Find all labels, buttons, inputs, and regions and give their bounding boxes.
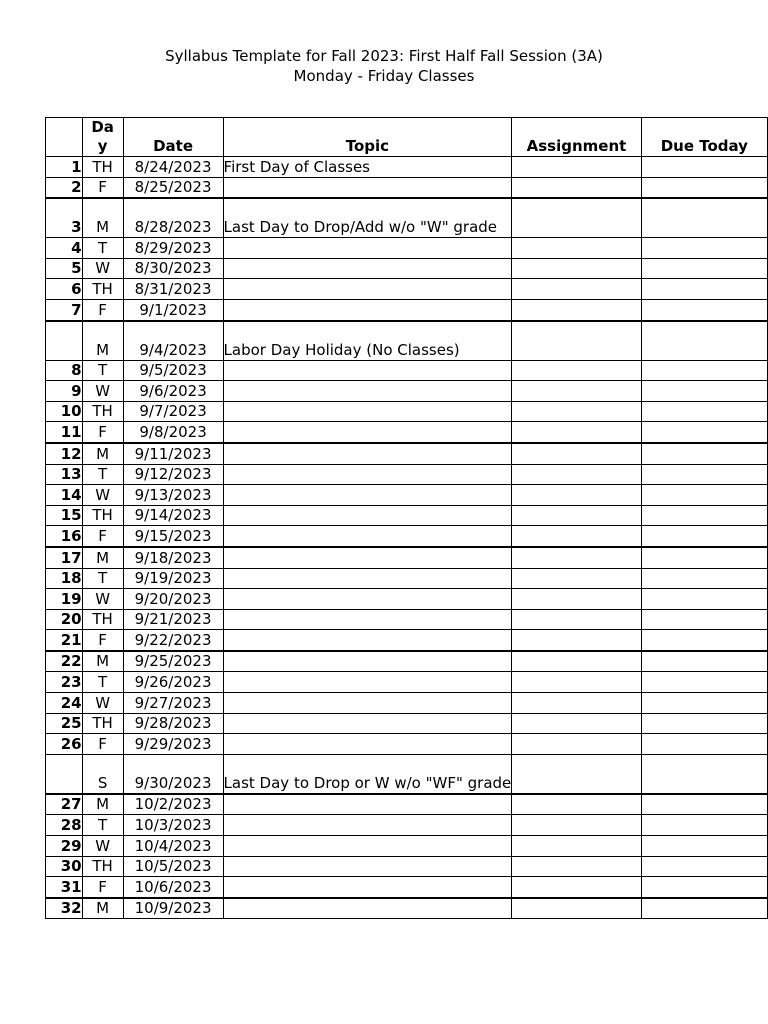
row-assignment bbox=[512, 568, 641, 589]
row-day: W bbox=[82, 836, 123, 857]
row-assignment bbox=[512, 713, 641, 734]
table-row bbox=[46, 381, 768, 402]
row-number: 23 bbox=[46, 672, 83, 693]
row-date: 9/27/2023 bbox=[123, 693, 223, 714]
row-topic bbox=[223, 422, 512, 443]
row-number: 15 bbox=[46, 505, 83, 526]
row-day: M bbox=[82, 321, 123, 361]
row-assignment bbox=[512, 321, 641, 361]
row-number: 27 bbox=[46, 794, 83, 815]
row-day: T bbox=[82, 815, 123, 836]
row-due-today bbox=[641, 198, 767, 238]
row-date: 10/6/2023 bbox=[123, 877, 223, 898]
row-number: 3 bbox=[46, 198, 83, 238]
row-date: 9/25/2023 bbox=[123, 651, 223, 672]
row-topic bbox=[223, 589, 512, 610]
row-topic bbox=[223, 279, 512, 300]
row-assignment bbox=[512, 526, 641, 547]
row-assignment bbox=[512, 898, 641, 919]
row-day: W bbox=[82, 693, 123, 714]
row-day: TH bbox=[82, 279, 123, 300]
row-assignment bbox=[512, 443, 641, 464]
row-assignment bbox=[512, 422, 641, 443]
row-number: 31 bbox=[46, 877, 83, 898]
row-topic: Labor Day Holiday (No Classes) bbox=[223, 321, 512, 361]
table-row bbox=[46, 422, 768, 443]
row-assignment bbox=[512, 609, 641, 630]
row-topic: First Day of Classes bbox=[223, 157, 512, 178]
row-assignment bbox=[512, 279, 641, 300]
row-number: 18 bbox=[46, 568, 83, 589]
row-day: TH bbox=[82, 713, 123, 734]
row-number: 29 bbox=[46, 836, 83, 857]
row-number: 20 bbox=[46, 609, 83, 630]
row-day: F bbox=[82, 734, 123, 755]
row-due-today bbox=[641, 443, 767, 464]
table-row bbox=[46, 547, 768, 568]
row-assignment bbox=[512, 299, 641, 320]
row-topic: Last Day to Drop/Add w/o "W" grade bbox=[223, 198, 512, 238]
row-number: 17 bbox=[46, 547, 83, 568]
row-day: T bbox=[82, 672, 123, 693]
row-topic bbox=[223, 258, 512, 279]
row-number: 32 bbox=[46, 898, 83, 919]
table-row bbox=[46, 464, 768, 485]
table-row bbox=[46, 734, 768, 755]
row-due-today bbox=[641, 464, 767, 485]
table-row bbox=[46, 589, 768, 610]
row-number: 30 bbox=[46, 856, 83, 877]
row-topic bbox=[223, 609, 512, 630]
row-number: 12 bbox=[46, 443, 83, 464]
row-day: F bbox=[82, 299, 123, 320]
row-due-today bbox=[641, 794, 767, 815]
row-date: 9/4/2023 bbox=[123, 321, 223, 361]
row-topic bbox=[223, 381, 512, 402]
row-due-today bbox=[641, 299, 767, 320]
row-date: 9/29/2023 bbox=[123, 734, 223, 755]
row-number: 11 bbox=[46, 422, 83, 443]
header-assignment: Assignment bbox=[512, 118, 641, 157]
row-due-today bbox=[641, 856, 767, 877]
row-due-today bbox=[641, 568, 767, 589]
row-topic bbox=[223, 693, 512, 714]
row-number bbox=[46, 754, 83, 794]
row-due-today bbox=[641, 630, 767, 651]
row-date: 9/1/2023 bbox=[123, 299, 223, 320]
row-due-today bbox=[641, 279, 767, 300]
row-assignment bbox=[512, 505, 641, 526]
row-due-today bbox=[641, 321, 767, 361]
row-date: 10/2/2023 bbox=[123, 794, 223, 815]
row-due-today bbox=[641, 157, 767, 178]
row-assignment bbox=[512, 157, 641, 178]
row-topic bbox=[223, 443, 512, 464]
row-topic bbox=[223, 734, 512, 755]
row-date: 9/5/2023 bbox=[123, 360, 223, 381]
row-day: S bbox=[82, 754, 123, 794]
row-due-today bbox=[641, 360, 767, 381]
document-title: Syllabus Template for Fall 2023: First Half Fall Session (3A) bbox=[165, 47, 603, 65]
header-date: Date bbox=[123, 118, 223, 157]
row-due-today bbox=[641, 877, 767, 898]
row-assignment bbox=[512, 693, 641, 714]
row-topic bbox=[223, 815, 512, 836]
row-date: 9/19/2023 bbox=[123, 568, 223, 589]
row-assignment bbox=[512, 589, 641, 610]
row-topic bbox=[223, 672, 512, 693]
row-date: 10/3/2023 bbox=[123, 815, 223, 836]
row-day: T bbox=[82, 360, 123, 381]
row-due-today bbox=[641, 177, 767, 198]
row-due-today bbox=[641, 526, 767, 547]
row-topic bbox=[223, 836, 512, 857]
row-day: W bbox=[82, 381, 123, 402]
row-date: 9/26/2023 bbox=[123, 672, 223, 693]
row-number: 14 bbox=[46, 485, 83, 506]
row-assignment bbox=[512, 464, 641, 485]
table-row bbox=[46, 856, 768, 877]
row-date: 9/12/2023 bbox=[123, 464, 223, 485]
row-day: W bbox=[82, 258, 123, 279]
row-number: 5 bbox=[46, 258, 83, 279]
table-row bbox=[46, 526, 768, 547]
row-due-today bbox=[641, 672, 767, 693]
row-number: 8 bbox=[46, 360, 83, 381]
row-due-today bbox=[641, 505, 767, 526]
row-day: M bbox=[82, 547, 123, 568]
row-date: 9/22/2023 bbox=[123, 630, 223, 651]
row-topic bbox=[223, 360, 512, 381]
row-assignment bbox=[512, 198, 641, 238]
row-date: 9/14/2023 bbox=[123, 505, 223, 526]
row-day: F bbox=[82, 177, 123, 198]
row-day: F bbox=[82, 422, 123, 443]
row-topic bbox=[223, 238, 512, 259]
document-subtitle: Monday - Friday Classes bbox=[293, 67, 475, 85]
table-row bbox=[46, 157, 768, 178]
row-assignment bbox=[512, 401, 641, 422]
table-row bbox=[46, 672, 768, 693]
row-assignment bbox=[512, 794, 641, 815]
row-number: 21 bbox=[46, 630, 83, 651]
row-number: 19 bbox=[46, 589, 83, 610]
table-row bbox=[46, 360, 768, 381]
row-day: F bbox=[82, 630, 123, 651]
table-row bbox=[46, 754, 768, 794]
row-assignment bbox=[512, 754, 641, 794]
row-topic bbox=[223, 630, 512, 651]
row-due-today bbox=[641, 713, 767, 734]
table-row bbox=[46, 177, 768, 198]
table-row bbox=[46, 321, 768, 361]
row-day: F bbox=[82, 877, 123, 898]
row-day: TH bbox=[82, 157, 123, 178]
row-assignment bbox=[512, 485, 641, 506]
row-assignment bbox=[512, 836, 641, 857]
row-date: 10/9/2023 bbox=[123, 898, 223, 919]
row-topic bbox=[223, 401, 512, 422]
row-number: 28 bbox=[46, 815, 83, 836]
row-day: T bbox=[82, 568, 123, 589]
row-day: M bbox=[82, 198, 123, 238]
row-day: M bbox=[82, 443, 123, 464]
row-date: 9/20/2023 bbox=[123, 589, 223, 610]
table-row bbox=[46, 713, 768, 734]
row-due-today bbox=[641, 485, 767, 506]
row-assignment bbox=[512, 877, 641, 898]
row-date: 9/11/2023 bbox=[123, 443, 223, 464]
row-topic bbox=[223, 877, 512, 898]
row-topic bbox=[223, 713, 512, 734]
row-topic bbox=[223, 898, 512, 919]
row-due-today bbox=[641, 836, 767, 857]
header-num bbox=[46, 118, 83, 157]
table-row bbox=[46, 505, 768, 526]
row-date: 9/18/2023 bbox=[123, 547, 223, 568]
row-due-today bbox=[641, 815, 767, 836]
row-due-today bbox=[641, 734, 767, 755]
row-number: 2 bbox=[46, 177, 83, 198]
row-number: 9 bbox=[46, 381, 83, 402]
row-number: 13 bbox=[46, 464, 83, 485]
row-topic bbox=[223, 526, 512, 547]
table-row bbox=[46, 401, 768, 422]
row-date: 8/28/2023 bbox=[123, 198, 223, 238]
row-date: 8/29/2023 bbox=[123, 238, 223, 259]
row-assignment bbox=[512, 630, 641, 651]
row-topic bbox=[223, 856, 512, 877]
row-assignment bbox=[512, 734, 641, 755]
row-day: M bbox=[82, 651, 123, 672]
table-row bbox=[46, 299, 768, 320]
row-number: 26 bbox=[46, 734, 83, 755]
row-topic: Last Day to Drop or W w/o "WF" grade bbox=[223, 754, 512, 794]
row-day: W bbox=[82, 485, 123, 506]
header-topic: Topic bbox=[223, 118, 512, 157]
row-date: 9/6/2023 bbox=[123, 381, 223, 402]
row-topic bbox=[223, 177, 512, 198]
row-date: 8/25/2023 bbox=[123, 177, 223, 198]
row-assignment bbox=[512, 238, 641, 259]
table-row bbox=[46, 651, 768, 672]
table-row bbox=[46, 609, 768, 630]
row-number: 25 bbox=[46, 713, 83, 734]
row-due-today bbox=[641, 258, 767, 279]
table-row bbox=[46, 898, 768, 919]
row-assignment bbox=[512, 547, 641, 568]
row-due-today bbox=[641, 422, 767, 443]
table-row bbox=[46, 485, 768, 506]
row-due-today bbox=[641, 547, 767, 568]
row-due-today bbox=[641, 238, 767, 259]
row-number bbox=[46, 321, 83, 361]
row-due-today bbox=[641, 754, 767, 794]
row-date: 9/30/2023 bbox=[123, 754, 223, 794]
row-topic bbox=[223, 794, 512, 815]
row-date: 9/28/2023 bbox=[123, 713, 223, 734]
table-row bbox=[46, 877, 768, 898]
row-day: M bbox=[82, 898, 123, 919]
row-day: T bbox=[82, 464, 123, 485]
row-day: M bbox=[82, 794, 123, 815]
table-row bbox=[46, 198, 768, 238]
row-topic bbox=[223, 505, 512, 526]
row-date: 9/21/2023 bbox=[123, 609, 223, 630]
row-number: 4 bbox=[46, 238, 83, 259]
row-topic bbox=[223, 485, 512, 506]
row-due-today bbox=[641, 693, 767, 714]
table-row bbox=[46, 443, 768, 464]
row-number: 24 bbox=[46, 693, 83, 714]
row-number: 16 bbox=[46, 526, 83, 547]
row-day: TH bbox=[82, 401, 123, 422]
row-date: 10/4/2023 bbox=[123, 836, 223, 857]
row-assignment bbox=[512, 672, 641, 693]
row-date: 10/5/2023 bbox=[123, 856, 223, 877]
table-row bbox=[46, 794, 768, 815]
row-day: W bbox=[82, 589, 123, 610]
table-row bbox=[46, 279, 768, 300]
row-date: 9/7/2023 bbox=[123, 401, 223, 422]
row-due-today bbox=[641, 401, 767, 422]
row-number: 22 bbox=[46, 651, 83, 672]
row-day: TH bbox=[82, 609, 123, 630]
row-date: 9/13/2023 bbox=[123, 485, 223, 506]
row-number: 7 bbox=[46, 299, 83, 320]
row-due-today bbox=[641, 898, 767, 919]
table-row bbox=[46, 630, 768, 651]
table-row bbox=[46, 238, 768, 259]
row-date: 8/31/2023 bbox=[123, 279, 223, 300]
row-date: 8/30/2023 bbox=[123, 258, 223, 279]
row-topic bbox=[223, 568, 512, 589]
row-topic bbox=[223, 651, 512, 672]
table-header-row bbox=[46, 118, 768, 157]
table-row bbox=[46, 815, 768, 836]
row-topic bbox=[223, 299, 512, 320]
row-date: 8/24/2023 bbox=[123, 157, 223, 178]
row-number: 10 bbox=[46, 401, 83, 422]
table-row bbox=[46, 693, 768, 714]
row-day: T bbox=[82, 238, 123, 259]
table-row bbox=[46, 258, 768, 279]
table-row bbox=[46, 836, 768, 857]
row-assignment bbox=[512, 360, 641, 381]
row-topic bbox=[223, 547, 512, 568]
row-date: 9/15/2023 bbox=[123, 526, 223, 547]
row-due-today bbox=[641, 651, 767, 672]
row-date: 9/8/2023 bbox=[123, 422, 223, 443]
row-assignment bbox=[512, 381, 641, 402]
row-assignment bbox=[512, 258, 641, 279]
row-day: TH bbox=[82, 856, 123, 877]
row-assignment bbox=[512, 177, 641, 198]
row-day: TH bbox=[82, 505, 123, 526]
row-assignment bbox=[512, 856, 641, 877]
row-day: F bbox=[82, 526, 123, 547]
row-due-today bbox=[641, 609, 767, 630]
table-row bbox=[46, 568, 768, 589]
row-number: 6 bbox=[46, 279, 83, 300]
header-due-today: Due Today bbox=[641, 118, 767, 157]
row-assignment bbox=[512, 651, 641, 672]
row-due-today bbox=[641, 381, 767, 402]
schedule-table bbox=[45, 117, 768, 919]
row-due-today bbox=[641, 589, 767, 610]
row-assignment bbox=[512, 815, 641, 836]
row-number: 1 bbox=[46, 157, 83, 178]
header-day: Da y bbox=[82, 118, 123, 157]
row-topic bbox=[223, 464, 512, 485]
